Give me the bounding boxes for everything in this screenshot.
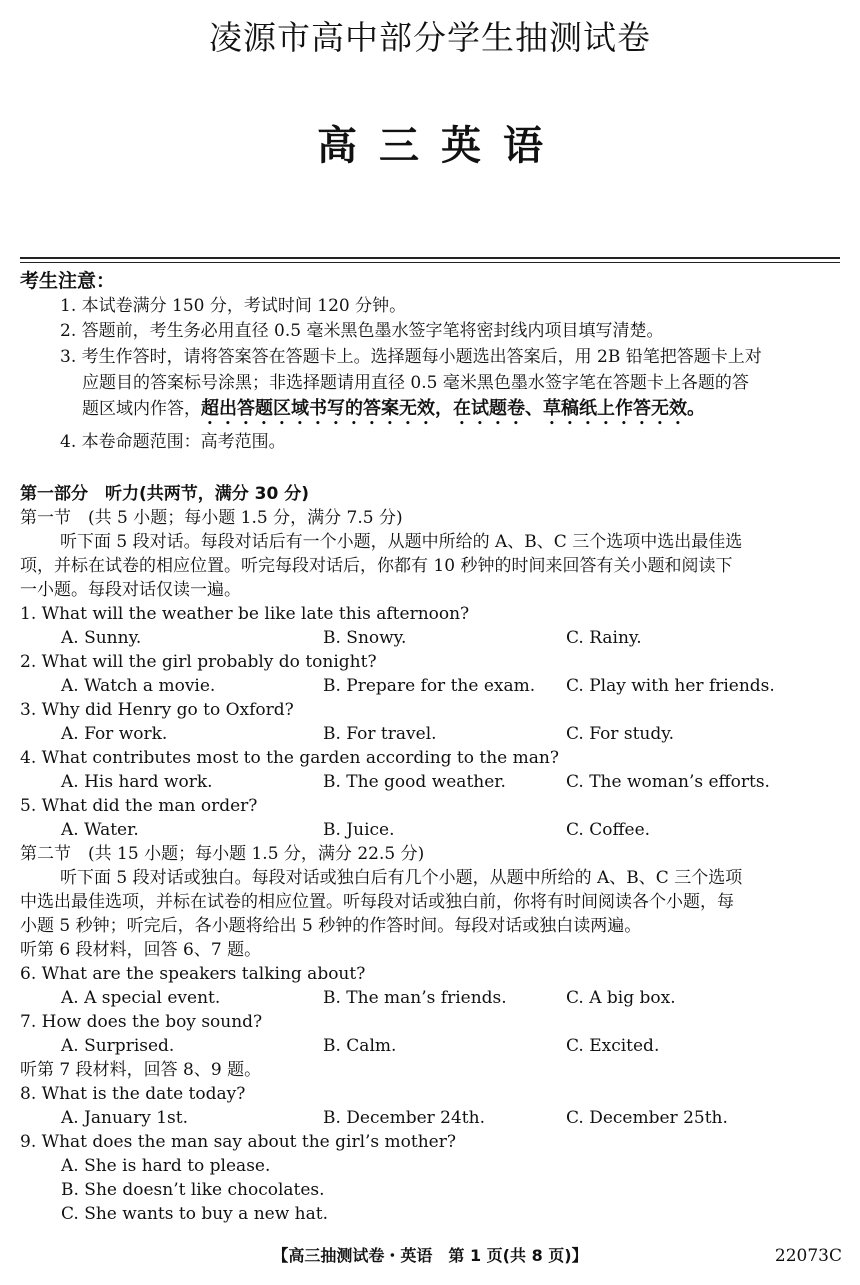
- notice-heading: 考生注意：: [20, 270, 116, 292]
- notice-item-4: 4. 本卷命题范围：高考范围。: [60, 432, 286, 452]
- question-2-option-a: A. Watch a movie.: [61, 676, 216, 696]
- notice-item-3-plain: 题区域内作答，: [82, 399, 201, 419]
- question-7-option-a: A. Surprised.: [61, 1036, 175, 1056]
- question-1: 1. What will the weather be like late this afternoon?: [20, 604, 470, 624]
- question-9-option-b: B. She doesn’t like chocolates.: [61, 1180, 325, 1200]
- question-6-option-a: A. A special event.: [61, 988, 221, 1008]
- question-6-option-c: C. A big box.: [566, 988, 676, 1008]
- question-3-option-a: A. For work.: [61, 724, 168, 744]
- section2-instructions-1: 听下面 5 段对话或独白。每段对话或独白后有几个小题，从题中所给的 A、B、C 三个选项: [60, 868, 743, 888]
- section2-instructions-3: 小题 5 秒钟；听完后，各小题将给出 5 秒钟的作答时间。每段对话或独白读两遍。: [20, 916, 642, 936]
- question-7: 7. How does the boy sound?: [20, 1012, 263, 1032]
- notice-item-1: 1. 本试卷满分 150 分，考试时间 120 分钟。: [60, 296, 407, 316]
- question-9: 9. What does the man say about the girl’s mother?: [20, 1132, 456, 1152]
- question-4: 4. What contributes most to the garden according to the man?: [20, 748, 559, 768]
- question-7-option-b: B. Calm.: [323, 1036, 397, 1056]
- footer-code: 22073C: [774, 1246, 842, 1266]
- question-3-option-b: B. For travel.: [323, 724, 437, 744]
- question-5-option-a: A. Water.: [61, 820, 139, 840]
- header-divider: [20, 257, 840, 259]
- section1-heading: 第一节 (共 5 小题；每小题 1.5 分，满分 7.5 分): [20, 508, 403, 528]
- question-6-option-b: B. The man’s friends.: [323, 988, 507, 1008]
- notice-item-2: 2. 答题前，考生务必用直径 0.5 毫米黑色墨水签字笔将密封线内项目填写清楚。: [60, 321, 664, 341]
- notice-item-3-line-3: [82, 397, 705, 429]
- question-4-option-a: A. His hard work.: [61, 772, 213, 792]
- school-title: 凌源市高中部分学生抽测试卷: [209, 18, 651, 57]
- section1-instructions-1: 听下面 5 段对话。每段对话后有一个小题，从题中所给的 A、B、C 三个选项中选出最佳选: [60, 532, 743, 552]
- question-1-option-c: C. Rainy.: [566, 628, 642, 648]
- question-5-option-c: C. Coffee.: [566, 820, 651, 840]
- part1-heading: 第一部分 听力(共两节，满分 30 分): [20, 484, 310, 504]
- question-4-option-b: B. The good weather.: [323, 772, 506, 792]
- section2-instructions-2: 中选出最佳选项，并标在试卷的相应位置。听每段对话或独白前，你将有时间阅读各个小题，每: [20, 892, 734, 912]
- material-7-note: 听第 7 段材料，回答 8、9 题。: [20, 1060, 262, 1080]
- section1-instructions-2: 项，并标在试卷的相应位置。听完每段对话后，你都有 10 秒钟的时间来回答有关小题和阅读下: [20, 556, 733, 576]
- question-9-option-c: C. She wants to buy a new hat.: [61, 1204, 328, 1224]
- question-1-option-b: B. Snowy.: [323, 628, 407, 648]
- footer-title: 【高三抽测试卷・英语 第 1 页(共 8 页)】: [272, 1246, 588, 1265]
- question-2-option-b: B. Prepare for the exam.: [323, 676, 536, 696]
- question-8-option-c: C. December 25th.: [566, 1108, 728, 1128]
- notice-item-3-emphasis: 超出答题区域书写的答案无效，在试题卷、草稿纸上作答无效。: [201, 398, 705, 419]
- question-8-option-a: A. January 1st.: [61, 1108, 188, 1128]
- notice-item-3-line-2: 应题目的答案标号涂黑；非选择题请用直径 0.5 毫米黑色墨水签字笔在答题卡上各题的答: [82, 373, 749, 393]
- section1-instructions-3: 一小题。每段对话仅读一遍。: [20, 580, 241, 600]
- subject-title: 高三英语: [317, 123, 565, 169]
- question-8-option-b: B. December 24th.: [323, 1108, 485, 1128]
- section2-heading: 第二节 (共 15 小题；每小题 1.5 分，满分 22.5 分): [20, 844, 425, 864]
- question-2: 2. What will the girl probably do tonight?: [20, 652, 377, 672]
- question-8: 8. What is the date today?: [20, 1084, 246, 1104]
- question-2-option-c: C. Play with her friends.: [566, 676, 775, 696]
- notice-item-3-line-1: 3. 考生作答时，请将答案答在答题卡上。选择题每小题选出答案后，用 2B 铅笔把答题卡上对: [60, 347, 762, 367]
- question-6: 6. What are the speakers talking about?: [20, 964, 366, 984]
- header-divider-thin: [20, 262, 840, 263]
- question-5-option-b: B. Juice.: [323, 820, 395, 840]
- question-5: 5. What did the man order?: [20, 796, 258, 816]
- question-3: 3. Why did Henry go to Oxford?: [20, 700, 294, 720]
- question-1-option-a: A. Sunny.: [61, 628, 142, 648]
- question-7-option-c: C. Excited.: [566, 1036, 660, 1056]
- question-3-option-c: C. For study.: [566, 724, 674, 744]
- question-4-option-c: C. The woman’s efforts.: [566, 772, 770, 792]
- material-6-note: 听第 6 段材料，回答 6、7 题。: [20, 940, 262, 960]
- question-9-option-a: A. She is hard to please.: [61, 1156, 271, 1176]
